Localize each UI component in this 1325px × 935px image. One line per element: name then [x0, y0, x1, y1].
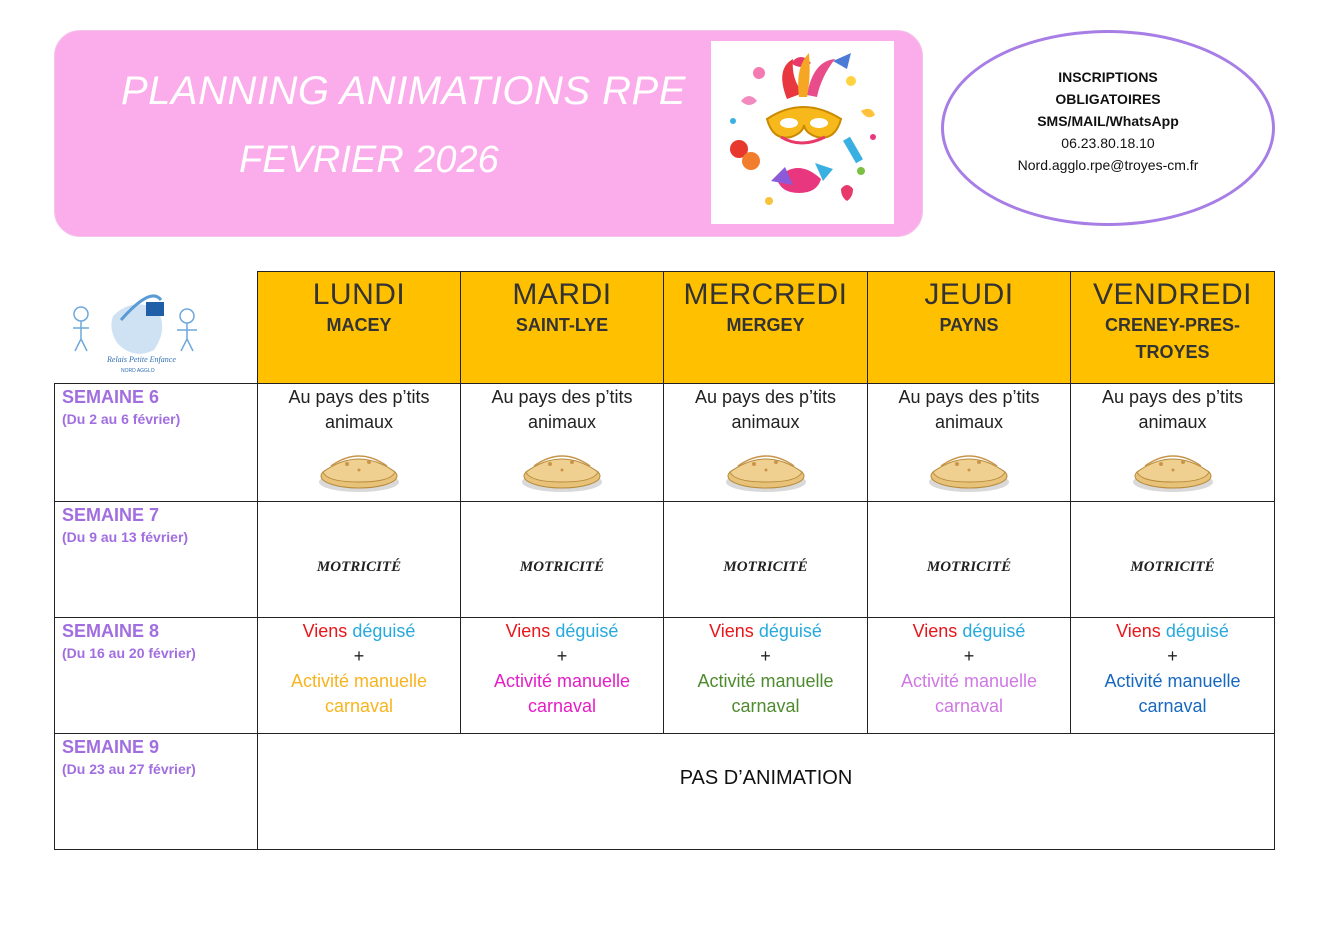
viens-text: Viens [1116, 620, 1161, 641]
table-row-semaine-7 [55, 501, 1275, 617]
deguise-text: déguisé [962, 620, 1026, 641]
craft-line1: Activité manuelle [1104, 670, 1241, 691]
week-label-cell [55, 501, 258, 617]
week-label: SEMAINE 9 [62, 736, 160, 757]
plus-sign: + [963, 645, 975, 666]
rpe-logo-icon [63, 286, 213, 378]
week-label: SEMAINE 7 [62, 504, 160, 525]
craft-line2: carnaval [527, 695, 597, 716]
craft-line2: carnaval [324, 695, 394, 716]
viens-text: Viens [912, 620, 958, 641]
activity-cell [868, 617, 1071, 733]
day-header-mercredi [664, 272, 868, 384]
craft-line2: carnaval [731, 695, 800, 716]
activity-cell [258, 383, 461, 501]
plus-sign: + [1167, 645, 1178, 666]
day-place: SAINT-LYE [515, 315, 609, 335]
deguise-text: déguisé [758, 620, 822, 641]
crepes-icon [520, 442, 604, 494]
craft-line1: Activité manuelle [697, 670, 834, 691]
dress-up-line [664, 619, 867, 644]
week-label-cell [55, 617, 258, 733]
viens-text: Viens [505, 620, 551, 641]
table-header-row [55, 272, 1275, 384]
activity-line1: Au pays des p’tits [898, 386, 1040, 407]
activity-line1: Au pays des p’tits [288, 386, 430, 407]
carnival-mask-icon [711, 41, 894, 224]
viens-text: Viens [709, 620, 754, 641]
crepes-icon [724, 442, 808, 494]
day-name: MARDI [512, 278, 612, 311]
week-label-cell [55, 383, 258, 501]
crepes-icon [927, 442, 1011, 494]
day-name: LUNDI [312, 278, 406, 311]
table-row-semaine-6 [55, 383, 1275, 501]
day-name: JEUDI [924, 278, 1014, 311]
rpe-logo [55, 272, 258, 384]
crepes-icon [1131, 442, 1215, 494]
craft-line2: carnaval [1138, 695, 1207, 716]
week-dates: (Du 23 au 27 février) [62, 760, 196, 777]
craft-line1: Activité manuelle [493, 670, 631, 691]
planning-table [54, 271, 1275, 850]
activity-cell: MOTRICITÉ [664, 501, 868, 617]
dress-up-line [1071, 619, 1274, 644]
deguise-text: déguisé [352, 620, 416, 641]
activity-line2: animaux [324, 411, 394, 432]
day-place: CRENEY-PRES-TROYES [1104, 315, 1241, 362]
page-subtitle: FEVRIER 2026 [239, 139, 499, 181]
activity-cell [258, 617, 461, 733]
contact-line3: SMS/MAIL/WhatsApp [1037, 113, 1179, 129]
deguise-text: déguisé [1165, 620, 1229, 641]
day-name: VENDREDI [1092, 278, 1253, 311]
activity-cell: MOTRICITÉ [461, 501, 664, 617]
craft-line1: Activité manuelle [290, 670, 428, 691]
dress-up-line [868, 619, 1070, 644]
day-place: MACEY [326, 315, 392, 335]
contact-line1: INSCRIPTIONS [1058, 69, 1158, 85]
week-label-cell [55, 733, 258, 849]
activity-line2: animaux [934, 411, 1004, 432]
dress-up-line [258, 619, 460, 644]
day-place: PAYNS [939, 315, 999, 335]
activity-cell [664, 617, 868, 733]
activity-cell [664, 383, 868, 501]
activity-line1: Au pays des p’tits [1101, 386, 1244, 407]
table-row-semaine-9 [55, 733, 1275, 849]
week-dates: (Du 16 au 20 février) [62, 644, 196, 661]
deguise-text: déguisé [555, 620, 619, 641]
activity-line1: Au pays des p’tits [491, 386, 633, 407]
week-dates: (Du 9 au 13 février) [62, 528, 189, 545]
crepes-icon [317, 442, 401, 494]
logo-subtext: NORD AGGLO [120, 367, 155, 374]
contact-email: Nord.agglo.rpe@troyes-cm.fr [1017, 157, 1199, 173]
day-place: MERGEY [726, 315, 805, 335]
activity-cell [1071, 617, 1275, 733]
plus-sign: + [760, 645, 771, 666]
activity-cell: MOTRICITÉ [868, 501, 1071, 617]
table-row-semaine-8 [55, 617, 1275, 733]
page-title: PLANNING ANIMATIONS RPE [121, 69, 686, 113]
no-animation-cell: PAS D’ANIMATION [258, 733, 1275, 849]
plus-sign: + [556, 645, 568, 666]
day-name: MERCREDI [683, 278, 848, 311]
craft-line1: Activité manuelle [900, 670, 1038, 691]
activity-line1: Au pays des p’tits [694, 386, 837, 407]
contact-line2: OBLIGATOIRES [1055, 91, 1161, 107]
activity-cell [461, 617, 664, 733]
activity-cell [461, 383, 664, 501]
week-dates: (Du 2 au 6 février) [62, 410, 181, 427]
contact-phone: 06.23.80.18.10 [1061, 135, 1155, 151]
activity-cell [1071, 383, 1275, 501]
dress-up-line [461, 619, 663, 644]
day-header-jeudi [868, 272, 1071, 384]
logo-text: Relais Petite Enfance [106, 354, 176, 364]
activity-cell: MOTRICITÉ [1071, 501, 1275, 617]
activity-line2: animaux [731, 411, 800, 432]
day-header-mardi [461, 272, 664, 384]
viens-text: Viens [302, 620, 348, 641]
activity-line2: animaux [1138, 411, 1207, 432]
day-header-vendredi [1071, 272, 1275, 384]
title-banner [54, 30, 923, 237]
week-label: SEMAINE 8 [62, 620, 160, 641]
activity-line2: animaux [527, 411, 597, 432]
activity-cell: MOTRICITÉ [258, 501, 461, 617]
day-header-lundi [258, 272, 461, 384]
contact-oval [941, 30, 1275, 226]
week-label: SEMAINE 6 [62, 386, 160, 407]
craft-line2: carnaval [934, 695, 1004, 716]
plus-sign: + [353, 645, 365, 666]
activity-cell [868, 383, 1071, 501]
